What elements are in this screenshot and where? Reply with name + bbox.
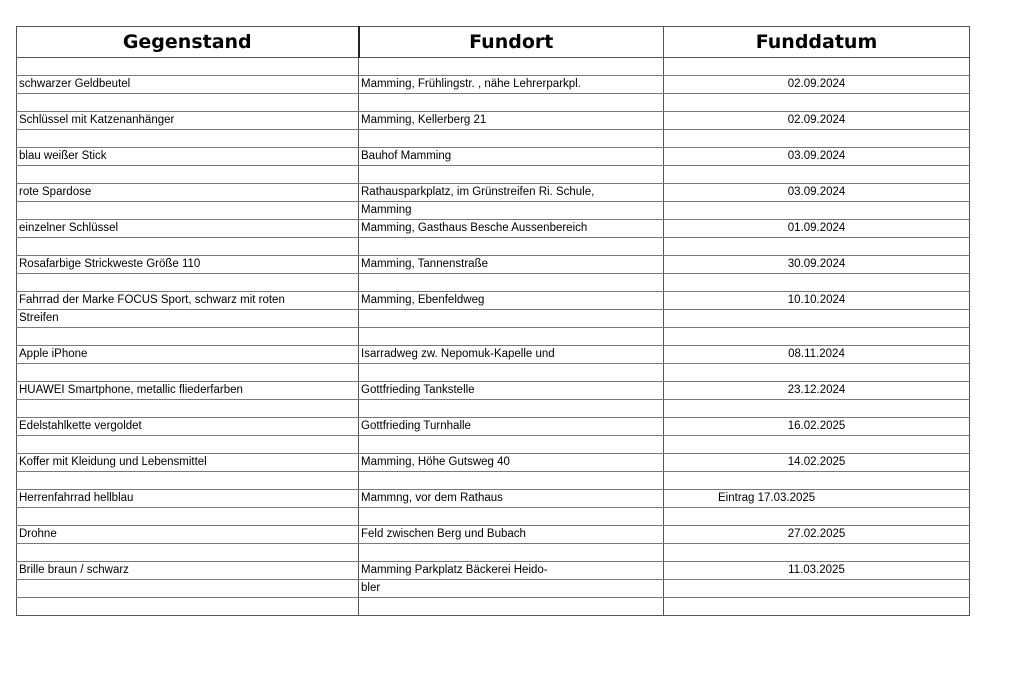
table-row xyxy=(17,148,970,166)
table-row xyxy=(17,274,970,292)
cell-item xyxy=(17,436,359,454)
table-row xyxy=(17,310,970,328)
table-row xyxy=(17,526,970,544)
cell-item xyxy=(17,58,359,76)
cell-item: schwarzer Geldbeutel xyxy=(17,76,359,94)
table-row xyxy=(17,94,970,112)
cell-item xyxy=(17,400,359,418)
cell-date xyxy=(664,202,970,220)
column-header-date: Funddatum xyxy=(664,27,970,58)
cell-item xyxy=(17,328,359,346)
cell-location: Mamming xyxy=(359,202,664,220)
cell-location xyxy=(359,94,664,112)
cell-date: 30.09.2024 xyxy=(664,256,970,274)
cell-item xyxy=(17,544,359,562)
cell-date xyxy=(664,58,970,76)
cell-location xyxy=(359,400,664,418)
cell-location: Mamming, Kellerberg 21 xyxy=(359,112,664,130)
cell-date: 14.02.2025 xyxy=(664,454,970,472)
table-row xyxy=(17,454,970,472)
cell-date xyxy=(664,328,970,346)
cell-date: 08.11.2024 xyxy=(664,346,970,364)
cell-location: Mamming, Ebenfeldweg xyxy=(359,292,664,310)
cell-date xyxy=(664,310,970,328)
cell-date xyxy=(664,544,970,562)
cell-date xyxy=(664,130,970,148)
cell-location: Bauhof Mamming xyxy=(359,148,664,166)
table-row xyxy=(17,202,970,220)
cell-location: Mamming, Höhe Gutsweg 40 xyxy=(359,454,664,472)
table-row xyxy=(17,346,970,364)
cell-item: Herrenfahrrad hellblau xyxy=(17,490,359,508)
cell-date xyxy=(664,508,970,526)
cell-date xyxy=(664,580,970,598)
cell-item: Brille braun / schwarz xyxy=(17,562,359,580)
cell-date: 11.03.2025 xyxy=(664,562,970,580)
cell-item: Fahrrad der Marke FOCUS Sport, schwarz mit roten xyxy=(17,292,359,310)
table-row xyxy=(17,418,970,436)
cell-location: Mamming, Frühlingstr. , nähe Lehrerparkpl. xyxy=(359,76,664,94)
table-row xyxy=(17,598,970,616)
cell-location xyxy=(359,274,664,292)
cell-location xyxy=(359,598,664,616)
column-header-location: Fundort xyxy=(359,27,664,58)
cell-item xyxy=(17,598,359,616)
cell-date xyxy=(664,598,970,616)
table-row xyxy=(17,184,970,202)
cell-item xyxy=(17,472,359,490)
cell-location xyxy=(359,58,664,76)
cell-location: bler xyxy=(359,580,664,598)
cell-location: Mamming Parkplatz Bäckerei Heido- xyxy=(359,562,664,580)
cell-location xyxy=(359,310,664,328)
cell-location xyxy=(359,364,664,382)
table-row xyxy=(17,58,970,76)
cell-location xyxy=(359,436,664,454)
cell-item: rote Spardose xyxy=(17,184,359,202)
cell-item: HUAWEI Smartphone, metallic fliederfarben xyxy=(17,382,359,400)
cell-item xyxy=(17,130,359,148)
cell-item: Rosafarbige Strickweste Größe 110 xyxy=(17,256,359,274)
table-body xyxy=(17,58,970,616)
cell-date: 23.12.2024 xyxy=(664,382,970,400)
table-row xyxy=(17,382,970,400)
cell-item xyxy=(17,274,359,292)
table-row xyxy=(17,238,970,256)
header-row xyxy=(17,27,970,58)
cell-date xyxy=(664,238,970,256)
cell-item xyxy=(17,580,359,598)
cell-item: Apple iPhone xyxy=(17,346,359,364)
table-row xyxy=(17,508,970,526)
cell-date xyxy=(664,364,970,382)
cell-item xyxy=(17,238,359,256)
cell-location: Feld zwischen Berg und Bubach xyxy=(359,526,664,544)
table-row xyxy=(17,436,970,454)
cell-location xyxy=(359,544,664,562)
cell-date xyxy=(664,274,970,292)
cell-location: Mammng, vor dem Rathaus xyxy=(359,490,664,508)
cell-location: Gottfrieding Turnhalle xyxy=(359,418,664,436)
cell-location: Isarradweg zw. Nepomuk-Kapelle und xyxy=(359,346,664,364)
column-header-item: Gegenstand xyxy=(17,27,359,58)
table-row xyxy=(17,472,970,490)
cell-location xyxy=(359,166,664,184)
lost-and-found-table xyxy=(16,26,970,616)
cell-location xyxy=(359,508,664,526)
cell-item: einzelner Schlüssel xyxy=(17,220,359,238)
table-row xyxy=(17,130,970,148)
cell-item: Koffer mit Kleidung und Lebensmittel xyxy=(17,454,359,472)
cell-date: 01.09.2024 xyxy=(664,220,970,238)
cell-item: Streifen xyxy=(17,310,359,328)
cell-date: 10.10.2024 xyxy=(664,292,970,310)
table-row xyxy=(17,580,970,598)
cell-location: Mamming, Gasthaus Besche Aussenbereich xyxy=(359,220,664,238)
cell-item xyxy=(17,508,359,526)
cell-date: 27.02.2025 xyxy=(664,526,970,544)
table-row xyxy=(17,76,970,94)
cell-item xyxy=(17,94,359,112)
table-row xyxy=(17,490,970,508)
table-row xyxy=(17,166,970,184)
table-row xyxy=(17,544,970,562)
cell-item xyxy=(17,364,359,382)
cell-date: 02.09.2024 xyxy=(664,112,970,130)
cell-date: 03.09.2024 xyxy=(664,184,970,202)
cell-location: Gottfrieding Tankstelle xyxy=(359,382,664,400)
table-row xyxy=(17,562,970,580)
cell-item: blau weißer Stick xyxy=(17,148,359,166)
cell-location xyxy=(359,130,664,148)
cell-location xyxy=(359,328,664,346)
table-row xyxy=(17,400,970,418)
cell-location: Rathausparkplatz, im Grünstreifen Ri. Schule, xyxy=(359,184,664,202)
cell-item: Drohne xyxy=(17,526,359,544)
cell-date: 03.09.2024 xyxy=(664,148,970,166)
cell-location xyxy=(359,472,664,490)
cell-item: Edelstahlkette vergoldet xyxy=(17,418,359,436)
cell-item: Schlüssel mit Katzenanhänger xyxy=(17,112,359,130)
table-row xyxy=(17,364,970,382)
cell-location xyxy=(359,238,664,256)
table-row xyxy=(17,328,970,346)
cell-date xyxy=(664,436,970,454)
cell-date xyxy=(664,472,970,490)
cell-item xyxy=(17,166,359,184)
cell-date xyxy=(664,94,970,112)
cell-date xyxy=(664,166,970,184)
table-row xyxy=(17,256,970,274)
cell-location: Mamming, Tannenstraße xyxy=(359,256,664,274)
table-row xyxy=(17,220,970,238)
cell-date: Eintrag 17.03.2025 xyxy=(664,490,970,508)
cell-date xyxy=(664,400,970,418)
cell-date: 16.02.2025 xyxy=(664,418,970,436)
cell-item xyxy=(17,202,359,220)
table-row xyxy=(17,112,970,130)
cell-date: 02.09.2024 xyxy=(664,76,970,94)
table-row xyxy=(17,292,970,310)
